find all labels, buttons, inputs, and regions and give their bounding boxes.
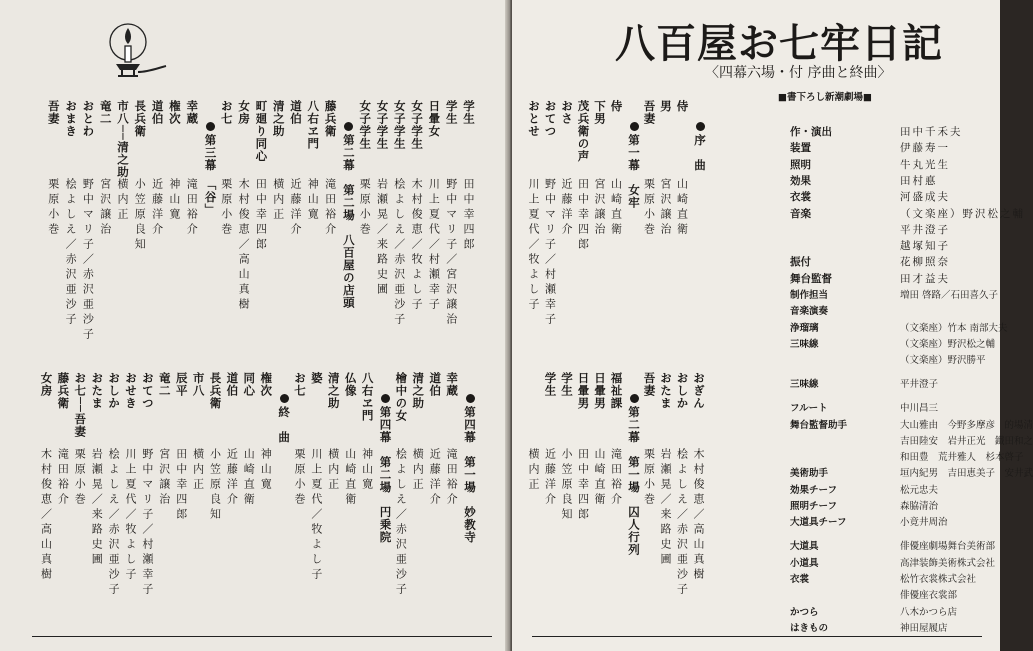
actor-name: 宮沢譲治: [593, 178, 606, 238]
staff-row: [790, 514, 948, 529]
role-name: 檜中の女: [394, 372, 409, 422]
staff-value: 田中千禾夫: [900, 126, 963, 138]
actor-name: 川上夏代／牧よし子: [124, 448, 137, 583]
staff-value: 垣内紀男 吉田恵美子 安井武: [900, 468, 1033, 480]
staff-value: 俳優座衣裳部: [900, 590, 958, 602]
staff-row: [790, 271, 950, 286]
act-heading: [203, 122, 219, 216]
actor-name: 滝田裕介: [323, 178, 337, 238]
act-heading-text: 終 曲: [277, 406, 292, 444]
role-name: 日暈男: [576, 372, 591, 410]
role-name: 茂兵衛の声: [576, 100, 591, 163]
staff-label: はきもの: [790, 622, 829, 634]
act-heading: [462, 394, 478, 544]
staff-label: 三味線: [790, 338, 819, 350]
actor-name: 栗原小巻: [46, 178, 60, 238]
staff-value: 大山雅由 今野多摩彦 的場清: [900, 419, 1033, 431]
role-name: 辰平: [174, 372, 189, 397]
actor-name: 山崎直衛: [242, 448, 256, 508]
actor-name: 山崎直衛: [609, 178, 623, 238]
staff-value: （文楽座）野沢松之輔: [900, 338, 996, 350]
actor-name: 岩瀬晃／来路史圃: [375, 178, 389, 298]
bullet-icon: [344, 122, 353, 131]
staff-value: 伊藤寿一: [900, 142, 950, 155]
staff-label: 大道具チーフ: [790, 517, 847, 529]
role-name: おぎん: [692, 372, 706, 410]
role-name: 侍: [609, 100, 624, 113]
candle-icon: [100, 16, 170, 86]
role-name: おせき: [124, 372, 138, 410]
staff-value: 松竹衣裳株式会社: [900, 573, 977, 585]
actor-name: 岩瀬晃／来路史圃: [659, 448, 672, 568]
role-name: お七: [219, 100, 234, 125]
actor-name: 滝田裕介: [56, 448, 70, 508]
role-name: 長兵衛: [133, 100, 148, 138]
role-name: 藤兵衛: [323, 100, 338, 138]
actor-name: 小笠原良知: [560, 448, 573, 523]
actor-name: 神山寛: [259, 448, 273, 493]
role-name: 長兵衛: [208, 372, 223, 410]
bullet-icon: [280, 394, 289, 403]
staff-value: 田村悳: [900, 174, 938, 187]
role-name: 清之助: [411, 372, 426, 410]
actor-name: 山崎直衛: [675, 178, 689, 238]
staff-value: 俳優座劇場舞台美術部: [900, 541, 996, 553]
staff-row: [790, 320, 1008, 334]
staff-label: フルート: [790, 403, 828, 415]
actor-name: 川上夏代／牧よし子: [527, 178, 540, 313]
act-heading: [276, 394, 292, 444]
role-name: 学生: [543, 372, 558, 397]
role-name: 市八: [191, 372, 206, 397]
role-name: おしか: [107, 372, 122, 410]
role-name: 八右ヱ門: [306, 100, 321, 150]
staff-value: 神田屋履店: [900, 622, 948, 634]
actor-name: 神山寛: [306, 178, 320, 223]
bottom-rule: [532, 636, 982, 637]
actor-name: 横内正: [191, 448, 205, 493]
actor-name: 山崎直衛: [593, 448, 606, 508]
bullet-icon: [206, 122, 215, 131]
actor-name: 木村俊恵／牧よし子: [410, 178, 424, 313]
actor-name: 宮沢譲治: [98, 178, 112, 238]
role-name: 女子学生: [375, 100, 390, 150]
bullet-icon: [630, 122, 639, 131]
role-name: 清之助: [326, 372, 341, 410]
staff-row: [790, 417, 1033, 431]
subtitle: 〈四幕六場・付 序曲と終曲〉: [705, 65, 892, 81]
role-name: 吾妻: [642, 372, 657, 397]
role-name: おてつ: [543, 100, 558, 138]
actor-name: 桧よしえ／赤沢亜沙子: [675, 448, 689, 598]
staff-row: [790, 254, 950, 269]
right-page: [512, 0, 1033, 651]
actor-name: 川上夏代／牧よし子: [309, 448, 323, 583]
staff-value: 増田 啓路／石田喜久子: [900, 290, 999, 301]
staff-value: （文楽座）竹本 南部大夫: [900, 322, 1008, 334]
role-name: 町廻り同心: [254, 100, 269, 163]
staff-label: 照明: [790, 158, 811, 171]
role-name: 女子学生: [358, 100, 373, 150]
bullet-icon: [696, 122, 705, 131]
actor-name: 横内正: [116, 178, 129, 223]
staff-row: [790, 555, 996, 569]
role-name: 吾妻: [46, 100, 61, 125]
staff-value: 和田豊 荒井雅人 杉本啓子: [900, 452, 1024, 464]
page-title: 八百屋お七牢日記: [615, 21, 943, 67]
role-name: 女房: [237, 100, 252, 125]
actor-name: 小笠原良知: [208, 448, 222, 523]
staff-row: [790, 482, 939, 496]
role-name: 男: [659, 100, 673, 113]
staff-value: 中川昌三: [900, 403, 939, 415]
actor-name: 神山寛: [360, 448, 374, 493]
act-heading-text: 第四幕 第一場 妙教寺: [463, 406, 477, 544]
role-name: おとせ: [527, 100, 541, 138]
staff-value: 河盛成夫: [900, 191, 950, 204]
staff-label: 音楽演奏: [790, 306, 829, 318]
staff-value: 越塚知子: [900, 240, 950, 253]
role-name: 道伯: [150, 100, 165, 125]
actor-name: 木村俊恵／高山真樹: [237, 178, 251, 313]
staff-label: 制作担当: [790, 290, 829, 301]
staff-value: 田才益夫: [900, 272, 950, 285]
staff-value: 高津装飾美術株式会社: [900, 557, 996, 569]
actor-name: 近藤洋介: [560, 178, 573, 238]
actor-name: 桧よしえ／赤沢亜沙子: [392, 178, 406, 328]
staff-value: （文楽座）野沢松之輔: [900, 207, 1025, 220]
role-name: 藤兵衛: [56, 372, 71, 410]
role-name: 市八──清之助: [116, 100, 130, 179]
actor-name: 近藤洋介: [543, 448, 557, 508]
staff-row: [790, 140, 950, 155]
act-heading-text: 第四幕 第二場 円乗院: [378, 406, 393, 544]
role-name: 清之助: [271, 100, 286, 138]
actor-name: 野中マリ子／村瀬幸子: [140, 448, 154, 598]
actor-name: 桧よしえ／赤沢亜沙子: [394, 448, 408, 598]
role-name: 女子学生: [392, 100, 407, 150]
actor-name: 横内正: [411, 448, 425, 493]
actor-name: 栗原小巻: [73, 448, 87, 508]
act-heading: [692, 122, 708, 172]
actor-name: 野中マリ子／村瀬幸子: [543, 178, 557, 328]
role-name: 日暈男: [593, 372, 607, 410]
act-heading-text: 第三幕 「谷」: [203, 134, 218, 216]
actor-name: 桧よしえ／赤沢亜沙子: [107, 448, 121, 598]
staff-value: 平井澄子: [900, 223, 950, 236]
staff-row: [790, 287, 999, 301]
staff-row: [790, 173, 938, 188]
actor-name: 木村俊恵／高山真樹: [692, 448, 705, 583]
act-heading-text: 第二幕 第一場 囚人行列: [627, 406, 641, 556]
staff-row: [790, 157, 950, 172]
act-heading-text: 第一幕 女牢: [627, 134, 641, 209]
role-name: 権次: [167, 100, 182, 125]
role-name: おたま: [659, 372, 673, 410]
staff-row: [790, 538, 996, 553]
actor-name: 近藤洋介: [225, 448, 239, 508]
role-name: 女子学生: [410, 100, 425, 150]
staff-row: [790, 206, 1025, 221]
role-name: 道伯: [428, 372, 443, 397]
staff-label: 大道具: [790, 541, 819, 553]
bottom-rule: [32, 636, 492, 637]
staff-row: [790, 498, 939, 512]
actor-name: 川上夏代／村瀬幸子: [427, 178, 441, 313]
staff-row: [790, 620, 948, 634]
actor-name: 滝田裕介: [185, 178, 199, 238]
actor-name: 野中マリ子／赤沢亜沙子: [81, 178, 95, 343]
staff-label: 衣裳: [790, 573, 810, 585]
staff-value: 吉田陸安 岩井正光 鐵田和之: [900, 435, 1033, 447]
role-name: 竜二: [98, 100, 113, 125]
actor-name: 栗原小巻: [642, 448, 656, 508]
staff-value: 八木かつら店: [900, 606, 958, 618]
role-name: 学生: [444, 100, 459, 125]
actor-name: 近藤洋介: [289, 178, 302, 238]
staff-label: 振付: [790, 256, 811, 269]
staff-value: 松元忠夫: [900, 484, 939, 496]
actor-name: 田中幸四郎: [576, 448, 590, 523]
actor-name: 田中幸四郎: [576, 178, 590, 253]
role-name: 学生: [560, 372, 574, 397]
role-name: 幸蔵: [445, 372, 460, 397]
bullet-icon: [381, 394, 390, 403]
role-name: 学生: [462, 100, 476, 125]
actor-name: 近藤洋介: [150, 178, 164, 238]
staff-label: 美術助手: [790, 468, 829, 480]
staff-label: 音楽: [790, 207, 811, 220]
staff-label: 作・演出: [790, 126, 832, 138]
actor-name: 栗原小巻: [219, 178, 233, 238]
role-name: 竜二: [157, 372, 172, 397]
staff-row: [790, 303, 828, 317]
staff-label: 効果チーフ: [790, 484, 838, 496]
act-heading-text: 第二幕 第二場 八百屋の店頭: [341, 134, 356, 309]
staff-label: 効果: [790, 174, 811, 187]
role-name: 仏像: [343, 372, 358, 397]
staff-row: [790, 336, 996, 350]
staff-label: 舞台監督助手: [790, 419, 848, 431]
actor-name: 栗原小巻: [358, 178, 372, 238]
role-name: おてつ: [140, 372, 155, 410]
staff-value: 牛丸光生: [900, 158, 950, 171]
role-name: 婆: [309, 372, 324, 385]
staff-label: 舞台監督: [790, 272, 832, 285]
role-name: 権次: [259, 372, 274, 397]
staff-row: [790, 189, 950, 204]
actor-name: 山崎直衛: [343, 448, 357, 508]
role-name: 日暈女: [427, 100, 442, 138]
staff-label: 照明チーフ: [790, 501, 838, 512]
staff-label: 三味線: [790, 379, 819, 391]
role-name: 下男: [593, 100, 607, 125]
role-name: 幸蔵: [185, 100, 200, 125]
role-name: おとわ: [81, 100, 96, 138]
left-page: [0, 0, 509, 651]
actor-name: 滝田裕介: [609, 448, 623, 508]
role-name: 道伯: [225, 372, 240, 397]
staff-value: 小竟井周治: [900, 517, 948, 529]
role-name: 吾妻: [642, 100, 657, 125]
act-heading-text: 序 曲: [693, 134, 707, 172]
staff-value: 花柳照奈: [900, 256, 950, 269]
act-heading: [626, 394, 642, 556]
role-name: 福祉課: [609, 372, 624, 410]
actor-name: 岩瀬晃／来路史圃: [90, 448, 104, 568]
staff-value: 平井澄子: [900, 379, 939, 391]
staff-label: 浄瑠璃: [790, 322, 819, 334]
staff-label: 小道具: [790, 557, 819, 569]
bullet-icon: [630, 394, 639, 403]
actor-name: 横内正: [527, 448, 540, 493]
actor-name: 横内正: [326, 448, 340, 493]
role-name: 同心: [242, 372, 257, 397]
role-name: 女房: [39, 372, 54, 397]
staff-row: [790, 376, 939, 391]
staff-value: 森脇清治: [900, 501, 939, 512]
role-name: 道伯: [289, 100, 303, 125]
role-name: おまき: [64, 100, 79, 138]
actor-name: 栗原小巻: [642, 178, 656, 238]
actor-name: 横内正: [271, 178, 285, 223]
role-name: 侍: [675, 100, 690, 113]
actor-name: 野中マリ子／宮沢譲治: [444, 178, 458, 328]
staff-row: [790, 465, 1033, 480]
role-name: 八右ヱ門: [360, 372, 375, 422]
actor-name: 宮沢譲治: [659, 178, 672, 238]
actor-name: 宮沢譲治: [157, 448, 171, 508]
bullet-icon: [466, 394, 475, 403]
actor-name: 近藤洋介: [428, 448, 442, 508]
staff-value: （文楽座）野沢勝平: [900, 355, 986, 367]
actor-name: 田中幸四郎: [254, 178, 268, 253]
role-name: お七: [293, 372, 307, 397]
staff-label: 装置: [790, 142, 811, 155]
production-note: ■書下ろし新潮劇場■: [778, 92, 872, 103]
role-name: おたま: [90, 372, 105, 410]
role-name: おしか: [675, 372, 690, 410]
staff-row: [790, 604, 958, 618]
actor-name: 木村俊恵／高山真樹: [39, 448, 53, 583]
staff-row: [790, 400, 939, 415]
staff-label: かつら: [790, 606, 819, 618]
act-heading: [626, 122, 642, 209]
actor-name: 神山寛: [167, 178, 181, 223]
actor-name: 滝田裕介: [445, 448, 459, 508]
actor-name: 田中幸四郎: [174, 448, 188, 523]
role-name: おさ: [560, 100, 574, 125]
act-heading: [378, 394, 394, 544]
staff-row: [790, 571, 977, 585]
actor-name: 小笠原良知: [133, 178, 147, 253]
staff-row: [790, 124, 963, 139]
role-name: お七──吾妻: [73, 372, 88, 438]
actor-name: 桧よしえ／赤沢亜沙子: [64, 178, 78, 328]
act-heading: [341, 122, 357, 309]
actor-name: 栗原小巻: [293, 448, 306, 508]
actor-name: 田中幸四郎: [462, 178, 475, 253]
staff-label: 衣裳: [790, 191, 811, 204]
